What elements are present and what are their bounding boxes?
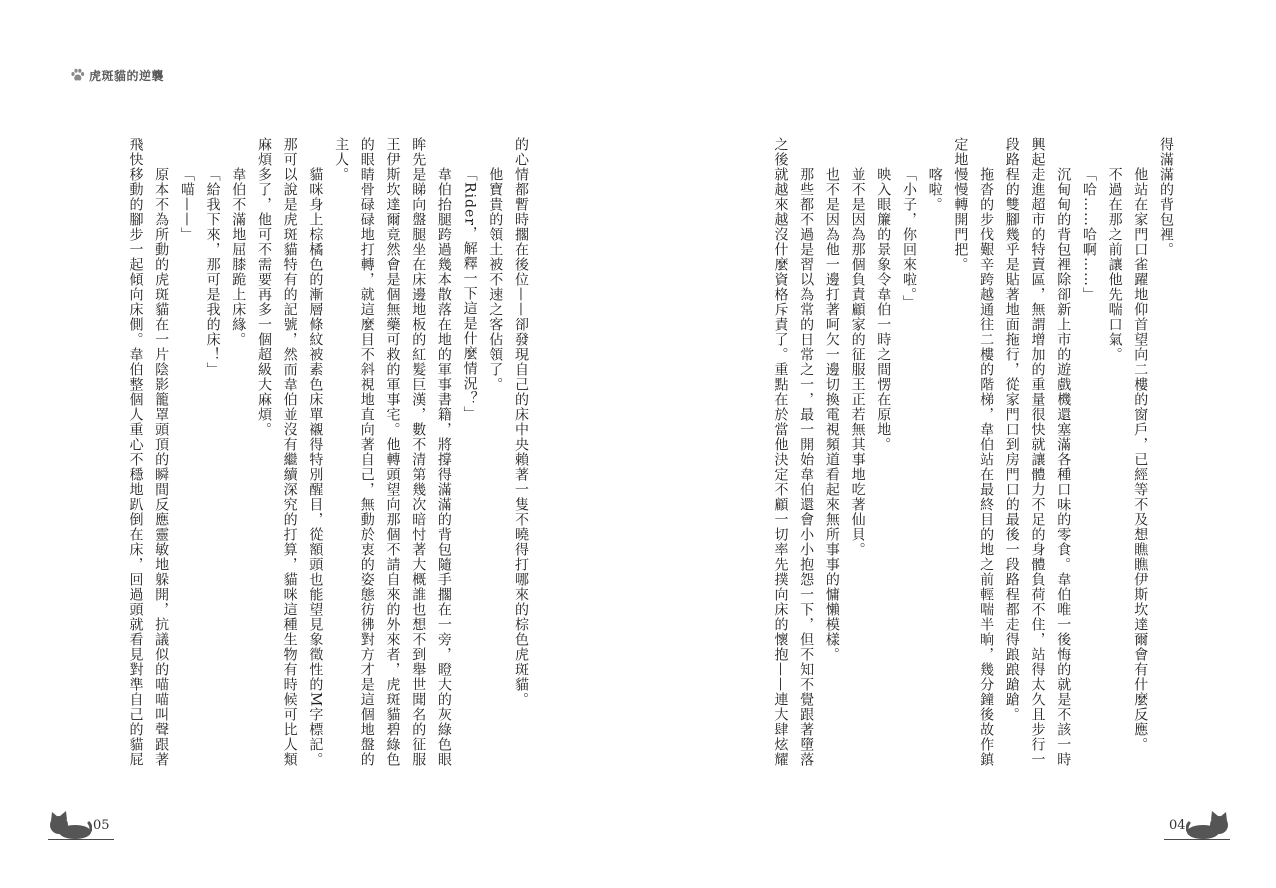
text-column: 也不是因為他一邊打著呵欠一邊切換電視頻道看起來無所事事的慵懶模樣。	[823, 167, 840, 662]
text-column: 的眼睛骨碌碌地打轉，就這麼目不斜視地直向著自己，無動於衷的姿態彷彿對方才是這個地盤的	[358, 137, 375, 767]
page-05-body	[122, 137, 533, 777]
text-column: 王伊斯坎達爾竟然會是個無藥可救的軍事宅。他轉頭望向那個不請自來的外來者，虎斑貓碧綠色	[384, 137, 401, 767]
page-number-right	[1164, 809, 1230, 840]
text-column: 「小子，你回來啦。」	[900, 167, 917, 310]
text-column: 拖沓的步伐艱辛跨越通往二樓的階梯，韋伯站在最終目的地之前輕喘半晌，幾分鐘後故作鎮	[978, 167, 995, 767]
book-title: 虎斑貓的逆襲	[89, 68, 165, 83]
text-column: 「哈……哈啊……」	[1080, 167, 1097, 302]
text-column: 主人。	[333, 137, 350, 182]
paw-icon	[70, 68, 85, 82]
text-column: 定地慢慢轉開門把。	[952, 137, 969, 272]
text-column: 興起走進超市的特賣區，無謂增加的重量很快就讓體力不足的身體負荷不住，站得太久且步行一	[1029, 137, 1046, 767]
text-column: 那些都不過是習以為常的日常之一，最一開始韋伯還會小小抱怨一下，但不知不覺跟著墮落	[798, 167, 815, 767]
running-head	[70, 67, 164, 83]
text-column: 韋伯抬腿跨過幾本散落在地的軍事書籍，將撐得滿滿的背包隨手擱在一旁，瞪大的灰綠色眼	[435, 167, 452, 767]
text-column: 「Rider，解釋一下這是什麼情況？」	[461, 167, 478, 421]
text-column: 喀啦。	[926, 167, 943, 212]
text-column: 的心情都暫時擱在後位——卻發現自己的床中央賴著一隻不曉得打哪來的棕色虎斑貓。	[513, 137, 529, 707]
page-number: 04	[1169, 818, 1186, 833]
text-column: 原本不為所動的虎斑貓在一片陰影籠罩頭頂的瞬間反應靈敏地躲開，抗議似的喵喵叫聲跟著	[153, 167, 170, 767]
page-04-body	[767, 137, 1178, 777]
text-column: 「喵——」	[178, 167, 195, 242]
text-column: 段路程的雙腳幾乎是貼著地面拖行，從家門口到房門口的最後一段路程都走得踉踉蹌蹌。	[1003, 137, 1020, 722]
text-column: 「給我下來，那可是我的床！」	[204, 167, 221, 377]
text-column: 他站在家門口雀躍地仰首望向二樓的窗戶，已經等不及想瞧瞧伊斯坎達爾會有什麼反應。	[1132, 167, 1149, 752]
text-column: 並不是因為那個負責顧家的征服王正若無其事地吃著仙貝。	[849, 167, 866, 557]
text-column: 那可以說是虎斑貓特有的記號，然而韋伯並沒有繼續深究的打算，貓咪這種生物有時候可比人類	[281, 137, 298, 767]
text-column: 映入眼簾的景象令韋伯一時之間愣在原地。	[875, 167, 892, 452]
text-column: 麻煩多了，他可不需要再多一個超級大麻煩。	[255, 137, 272, 437]
text-column: 得滿滿的背包裡。	[1158, 137, 1174, 257]
text-column: 韋伯不滿地屈膝跪上床緣。	[230, 167, 247, 347]
text-column: 貓咪身上棕橘色的漸層條紋被素色床單襯得特別醒目，從額頭也能望見象徵性的M字標記。	[307, 167, 324, 768]
page-number-left	[48, 809, 114, 840]
text-column: 沉甸甸的背包裡除卻新上市的遊戲機還塞滿各種口味的零食。韋伯唯一後悔的就是不該一時	[1055, 167, 1072, 767]
text-column: 飛快移動的腳步一起傾向床側。韋伯整個人重心不穩地趴倒在床，回過頭就看見對準自己的貓屁	[127, 137, 144, 767]
text-column: 他寶貴的領土被不速之客佔領了。	[487, 167, 504, 392]
page-number: 05	[93, 818, 110, 833]
text-column: 之後就越來越沒什麼資格斥責了。重點在於當他決定不顧一切率先撲向床的懷抱——連大肆炫耀	[772, 137, 789, 767]
text-column: 不過在那之前讓他先喘口氣。	[1106, 167, 1123, 362]
text-column: 眸先是睇向盤腿坐在床邊地板的紅髮巨漢，數不清第幾次暗忖著大概誰也想不到舉世聞名的征服	[410, 137, 427, 767]
